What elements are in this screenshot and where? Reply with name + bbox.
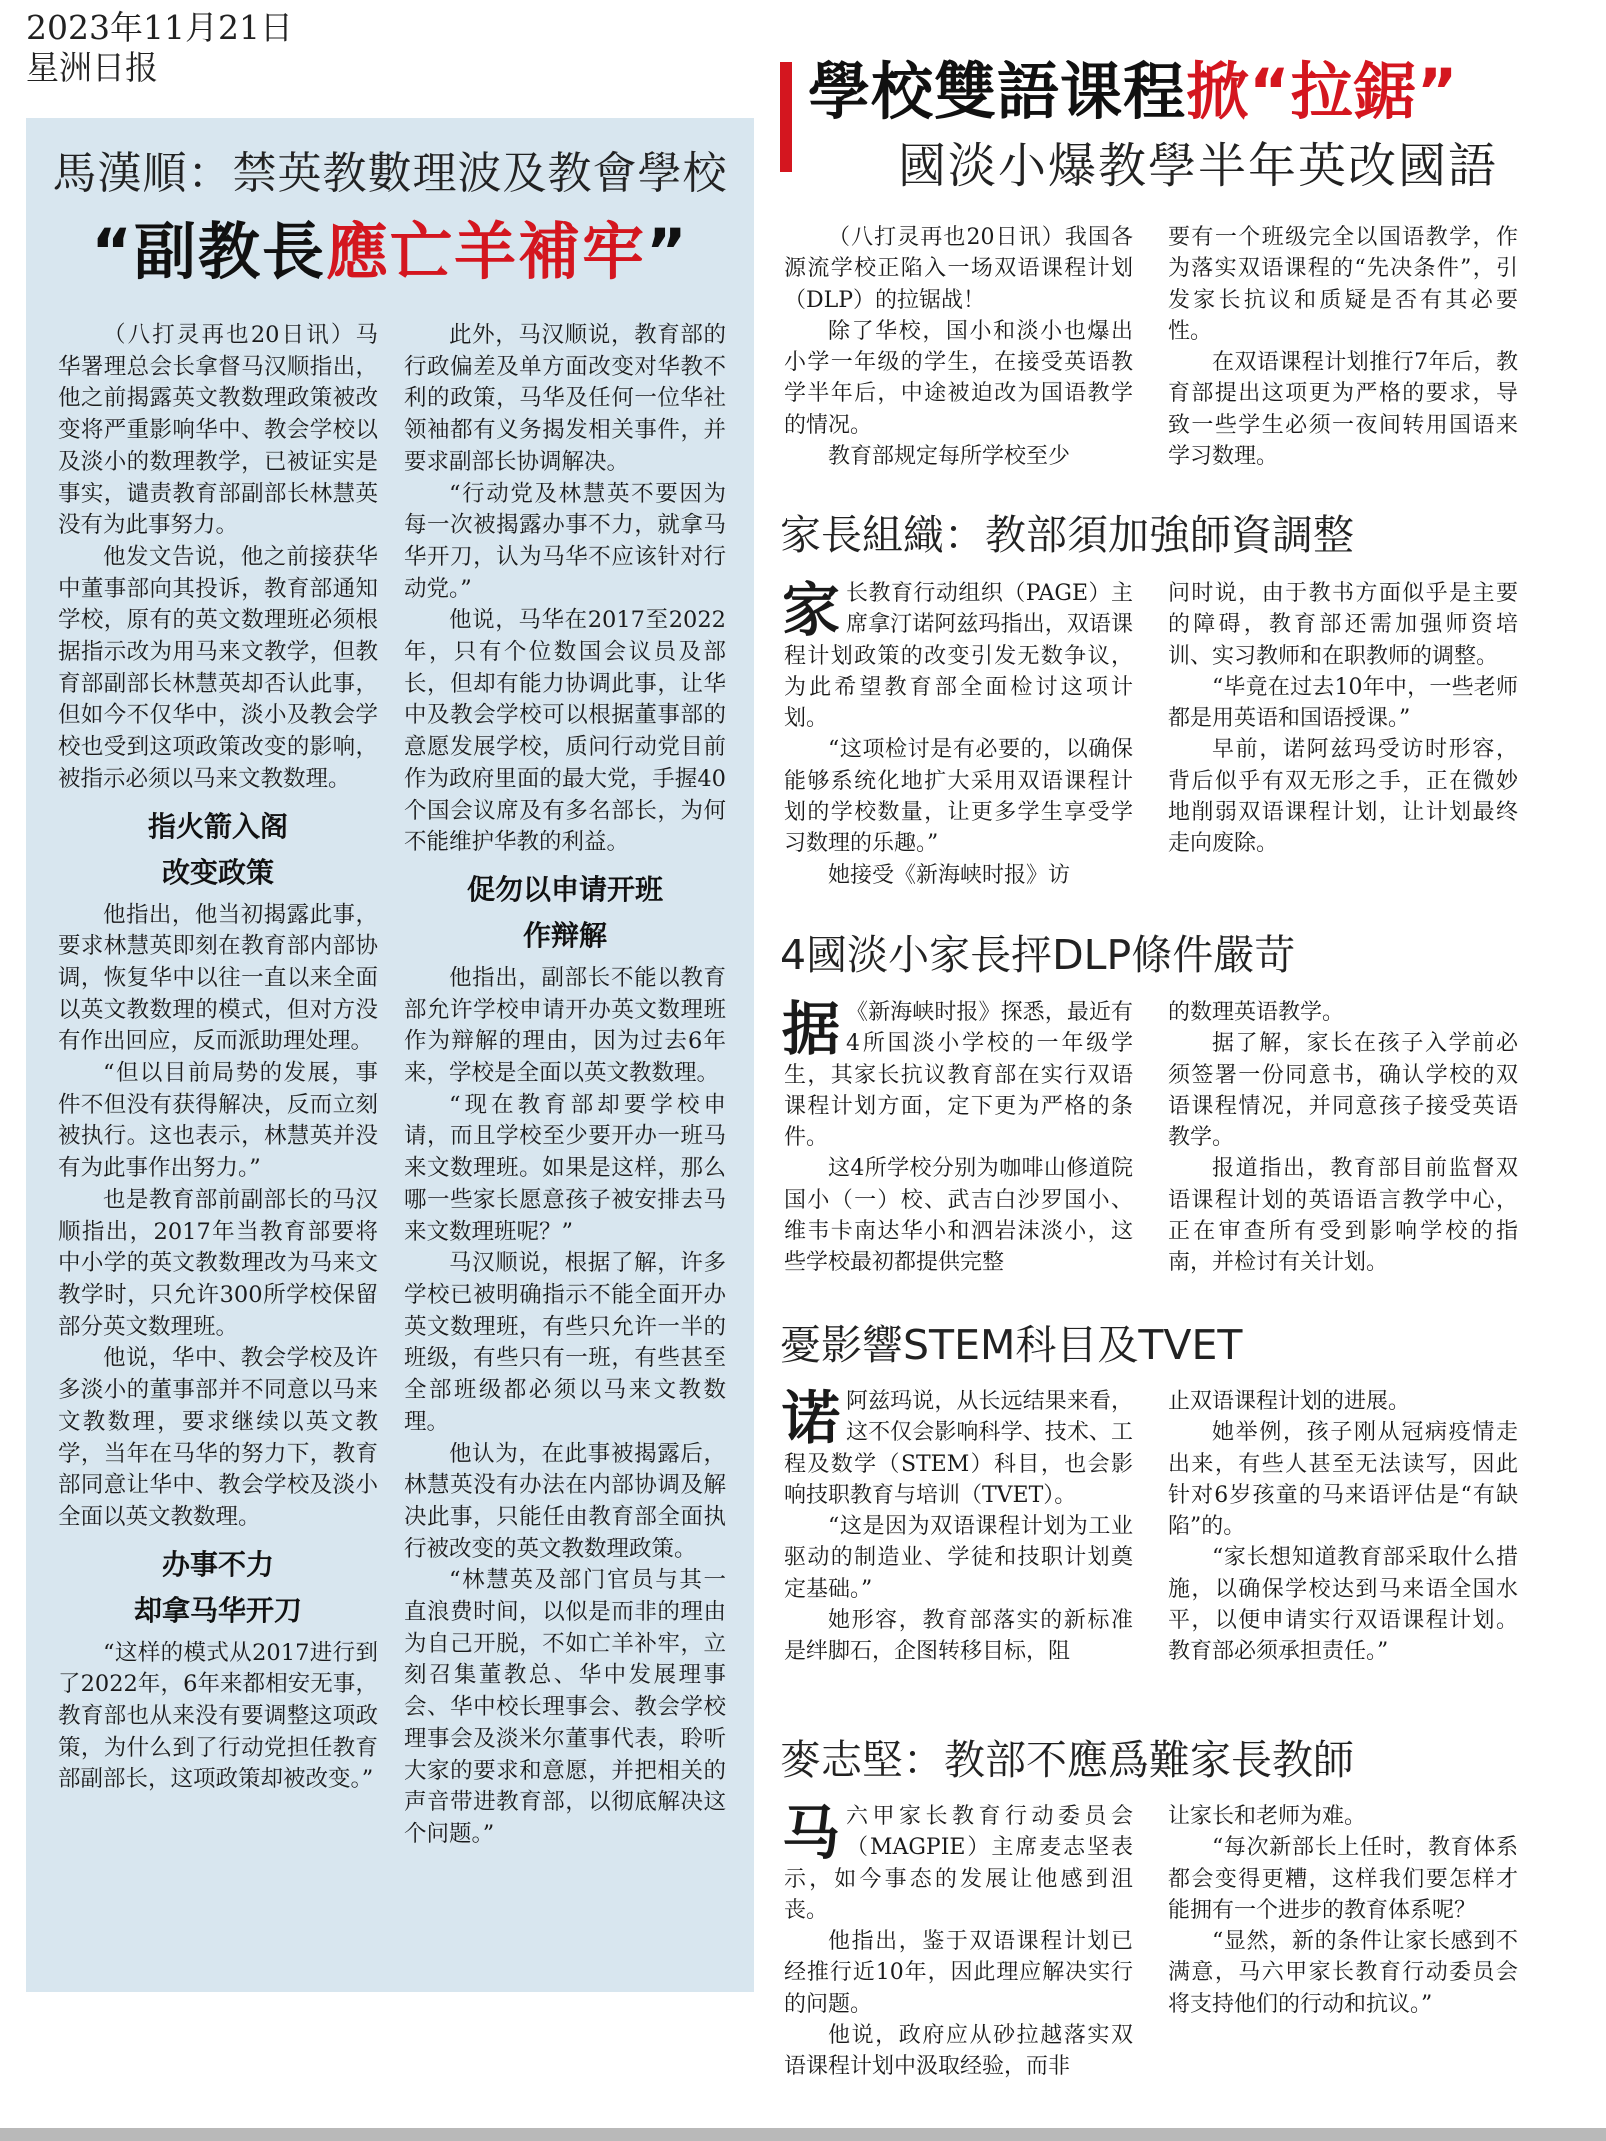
paragraph bbox=[784, 1386, 1133, 1511]
subheading bbox=[58, 1542, 378, 1634]
paragraph: “现在教育部却要学校申请，而且学校至少要开办一班马来文数理班。如果是这样，那么哪一些家长愿意孩子被安排去马来文数理班呢？” bbox=[404, 1091, 726, 1245]
paragraph: “家长想知道教育部采取什么措施，以确保学校达到马来语全国水平，以便申请实行双语课程计划。教育部必须承担责任。” bbox=[1168, 1545, 1518, 1665]
section-1-column-1 bbox=[784, 578, 1133, 891]
subheading bbox=[58, 804, 378, 896]
section-3-column-1 bbox=[784, 1386, 1133, 1668]
paragraph: 他发文告说，他之前接获华中董事部向其投诉，教育部通知学校，原有的英文数理班必须根据指示改为用马来文教学，但教育部副部长林慧英却否认此事，但如今不仅华中，淡小及教会学校也受到这项政策改变的影响，被指示必须以马来文教数理。 bbox=[58, 543, 378, 792]
left-article-subtitle: 馬漢順：禁英教數理波及教會學校 bbox=[52, 148, 728, 199]
paragraph-text: 六甲家长教育行动委员会（MAGPIE）主席麦志坚表示，如今事态的发展让他感到沮丧。 bbox=[784, 1804, 1133, 1923]
drop-cap: 诺 bbox=[782, 1384, 841, 1452]
left-article-headline bbox=[26, 212, 754, 292]
paragraph-text: 《新海峡时报》探悉，最近有4所国淡小学校的一年级学生，其家长抗议教育部在实行双语课程计划方面，定下更为严格的条件。 bbox=[784, 1000, 1133, 1151]
headline-accent-bar bbox=[780, 62, 792, 172]
paragraph: （八打灵再也20日讯）我国各源流学校正陷入一场双语课程计划（DLP）的拉锯战！ bbox=[784, 225, 1133, 313]
paragraph: 早前，诺阿兹玛受访时形容，背后似乎有双无形之手，正在微妙地削弱双语课程计划，让计划最终走向废除。 bbox=[1168, 737, 1518, 857]
section-4-column-1 bbox=[784, 1801, 1133, 2083]
paragraph: 她接受《新海峡时报》访 bbox=[828, 862, 1071, 888]
subheading-line: 促勿以申请开班 bbox=[466, 872, 663, 906]
headline-part-red: 掀“拉鋸” bbox=[1186, 55, 1459, 128]
section-2-column-1 bbox=[784, 997, 1133, 1279]
section-2-column-2 bbox=[1168, 997, 1518, 1279]
section-heading-parents-group: 家長組織：教部須加強師資調整 bbox=[780, 511, 1354, 559]
paragraph bbox=[784, 1801, 1133, 1926]
headline-part-red: 應亡羊補牢 bbox=[325, 215, 646, 288]
paragraph: “每次新部长上任时，教育体系都会变得更糟，这样我们要怎样才能拥有一个进步的教育体系呢？ bbox=[1168, 1835, 1518, 1923]
paragraph: “显然，新的条件让家长感到不满意，马六甲家长教育行动委员会将支持他们的行动和抗议。” bbox=[1168, 1929, 1518, 2017]
subheading-line: 作辩解 bbox=[522, 918, 607, 952]
paragraph: 他说，政府应从砂拉越落实双语课程计划中汲取经验，而非 bbox=[784, 2023, 1133, 2080]
paragraph: 此外，马汉顺说，教育部的行政偏差及单方面改变对华教不利的政策，马华及任何一位华社领袖都有义务揭发相关事件，并要求副部长协调解决。 bbox=[404, 322, 726, 475]
drop-cap: 家 bbox=[782, 576, 841, 644]
subheading-line: 改变政策 bbox=[161, 855, 274, 889]
paragraph: 让家长和老师为难。 bbox=[1168, 1804, 1367, 1829]
section-3-column-2 bbox=[1168, 1386, 1518, 1668]
intro-column-2 bbox=[1168, 222, 1518, 472]
paragraph: 也是教育部前副部长的马汉顺指出，2017年当教育部要将中小学的英文教数理改为马来文教学时，只允许300所学校保留部分英文数理班。 bbox=[58, 1186, 378, 1340]
left-article-box bbox=[26, 118, 754, 1992]
publication-date: 2023年11月21日 bbox=[26, 8, 293, 47]
paragraph bbox=[784, 997, 1133, 1153]
subheading bbox=[404, 867, 726, 959]
paragraph: 他指出，他当初揭露此事，要求林慧英即刻在教育部内部协调，恢复华中以往一直以来全面以英文教数理的模式，但对方没有作出回应，反而派助理处理。 bbox=[58, 901, 378, 1055]
headline-part-black: 學校雙語课程 bbox=[808, 55, 1187, 128]
headline-part-close: ” bbox=[646, 215, 689, 288]
subheading-line: 办事不力 bbox=[161, 1547, 274, 1581]
masthead bbox=[26, 8, 293, 88]
paragraph: 他指出，鉴于双语课程计划已经推行近10年，因此理应解决实行的问题。 bbox=[784, 1929, 1133, 2017]
paragraph: 他说，马华在2017至2022年，只有个位数国会议员及部长，但却有能力协调此事，让华中及教会学校可以根据董事部的意愿发展学校，质问行动党目前作为政府里面的最大党，手握40个国会议席及有多名部长，为何不能维护华教的利益。 bbox=[404, 607, 726, 856]
paragraph: 这4所学校分别为咖啡山修道院国小（一）校、武吉白沙罗国小、维韦卡南达华小和泗岩沫淡小，这些学校最初都提供完整 bbox=[784, 1156, 1133, 1276]
paragraph: 她举例，孩子刚从冠病疫情走出来，有些人甚至无法读写，因此针对6岁孩童的马来语评估是“有缺陷”的。 bbox=[1168, 1420, 1518, 1540]
paragraph: 他认为，在此事被揭露后，林慧英没有办法在内部协调及解决此事，只能任由教育部全面执行被改变的英文教数理政策。 bbox=[404, 1440, 726, 1562]
drop-cap: 马 bbox=[782, 1799, 841, 1867]
paragraph: 据了解，家长在孩子入学前必须签署一份同意书，确认学校的双语课程情况，并同意孩子接受英语教学。 bbox=[1168, 1031, 1518, 1151]
paragraph: 问时说，由于教书方面似乎是主要的障碍，教育部还需加强师资培训、实习教师和在职教师的调整。 bbox=[1168, 581, 1518, 669]
headline-part-black: “副教長 bbox=[91, 215, 326, 288]
paragraph: “行动党及林慧英不要因为每一次被揭露办事不力，就拿马华开刀，认为马华不应该针对行动党。” bbox=[404, 480, 726, 602]
paragraph: 报道指出，教育部目前监督双语课程计划的英语语言教学中心，正在审查所有受到影响学校的指南，并检讨有关计划。 bbox=[1168, 1156, 1518, 1276]
drop-cap: 据 bbox=[782, 995, 841, 1063]
paragraph: 他指出，副部长不能以教育部允许学校申请开办英文数理班作为辩解的理由，因为过去6年来，学校是全面以英文教数理。 bbox=[404, 964, 726, 1087]
section-1-column-2 bbox=[1168, 578, 1518, 860]
subheading-line: 指火箭入阁 bbox=[147, 809, 288, 843]
paragraph: 除了华校，国小和淡小也爆出小学一年级的学生，在接受英语教学半年后，中途被迫改为国语教学的情况。 bbox=[784, 318, 1133, 438]
section-4-column-2 bbox=[1168, 1801, 1518, 2020]
paragraph: 他说，华中、教会学校及许多淡小的董事部并不同意以马来文教数理，要求继续以英文教学，当年在马华的努力下，教育部同意让华中、教会学校及淡小全面以英文教数理。 bbox=[58, 1345, 378, 1530]
paragraph: 马汉顺说，根据了解，许多学校已被明确指示不能全面开办英文数理班，有些只允许一半的班级，有些只有一班，有些甚至全部班级都必须以马来文教数理。 bbox=[404, 1250, 726, 1435]
paragraph: 的数理英语教学。 bbox=[1168, 1000, 1345, 1025]
paragraph: “这项检讨是有必要的，以确保能够系统化地扩大采用双语课程计划的学校数量，让更多学生享受学习数理的乐趣。” bbox=[784, 737, 1133, 857]
left-article-column-1 bbox=[58, 320, 378, 1796]
paragraph: （八打灵再也20日讯）马华署理总会长拿督马汉顺指出，他之前揭露英文教数理政策被改变将严重影响华中、教会学校以及淡小的数理教学，已被证实是事实，谴责教育部副部长林慧英没有为此事努力。 bbox=[58, 322, 378, 539]
paragraph: 要有一个班级完全以国语教学，作为落实双语课程的“先决条件”，引发家长抗议和质疑是否有其必要性。 bbox=[1168, 225, 1518, 344]
section-heading-magpie: 麥志堅：教部不應爲難家長教師 bbox=[780, 1736, 1354, 1784]
newspaper-name: 星洲日报 bbox=[26, 48, 158, 87]
paragraph bbox=[784, 578, 1133, 734]
paragraph-text: 长教育行动组织（PAGE）主席拿汀诺阿兹玛指出，双语课程计划政策的改变引发无数争议，为此希望教育部全面检讨这项计划。 bbox=[784, 581, 1133, 732]
paragraph: “毕竟在过去10年中，一些老师都是用英语和国语授课。” bbox=[1168, 674, 1518, 732]
intro-column-1 bbox=[784, 222, 1133, 472]
paragraph: 教育部规定每所学校至少 bbox=[828, 444, 1071, 470]
left-article-column-2 bbox=[404, 320, 726, 1851]
paragraph: “这是因为双语课程计划为工业驱动的制造业、学徒和技职计划奠定基础。” bbox=[784, 1514, 1133, 1602]
paragraph: “但以目前局势的发展，事件不但没有获得解决，反而立刻被执行。这也表示，林慧英并没有为此事作出努力。” bbox=[58, 1060, 378, 1182]
paragraph: 在双语课程计划推行7年后，教育部提出这项更为严格的要求，导致一些学生必须一夜间转用国语来学习数理。 bbox=[1168, 350, 1518, 470]
page-bottom-rule bbox=[0, 2128, 1606, 2141]
section-heading-stem: 憂影響STEM科目及TVET bbox=[780, 1321, 1243, 1369]
paragraph: “这样的模式从2017进行到了2022年，6年来都相安无事，教育部也从来没有要调整这项政策，为什么到了行动党担任教育部副部长，这项政策却被改变。” bbox=[58, 1639, 378, 1793]
right-article-subheadline: 國淡小爆教學半年英改國語 bbox=[897, 138, 1498, 194]
paragraph-text: 阿兹玛说，从长远结果来看，这不仅会影响科学、技术、工程及数学（STEM）科目，也会影响技职教育与培训（TVET）。 bbox=[784, 1389, 1133, 1508]
section-heading-tamil-schools: 4國淡小家長抨DLP條件嚴苛 bbox=[780, 931, 1296, 979]
right-article-headline bbox=[808, 52, 1588, 132]
subheading-line: 却拿马华开刀 bbox=[133, 1593, 302, 1627]
paragraph: 她形容，教育部落实的新标准是绊脚石，企图转移目标，阻 bbox=[784, 1608, 1133, 1665]
paragraph: “林慧英及部门官员与其一直浪费时间，以似是而非的理由为自己开脱，不如亡羊补牢，立刻召集董教总、华中发展理事会、华中校长理事会、教会学校理事会及淡米尔董事代表，聆听大家的要求和意愿，并把相关的声音带进教育部，以彻底解决这个问题。” bbox=[404, 1567, 726, 1847]
paragraph: 止双语课程计划的进展。 bbox=[1168, 1389, 1411, 1414]
